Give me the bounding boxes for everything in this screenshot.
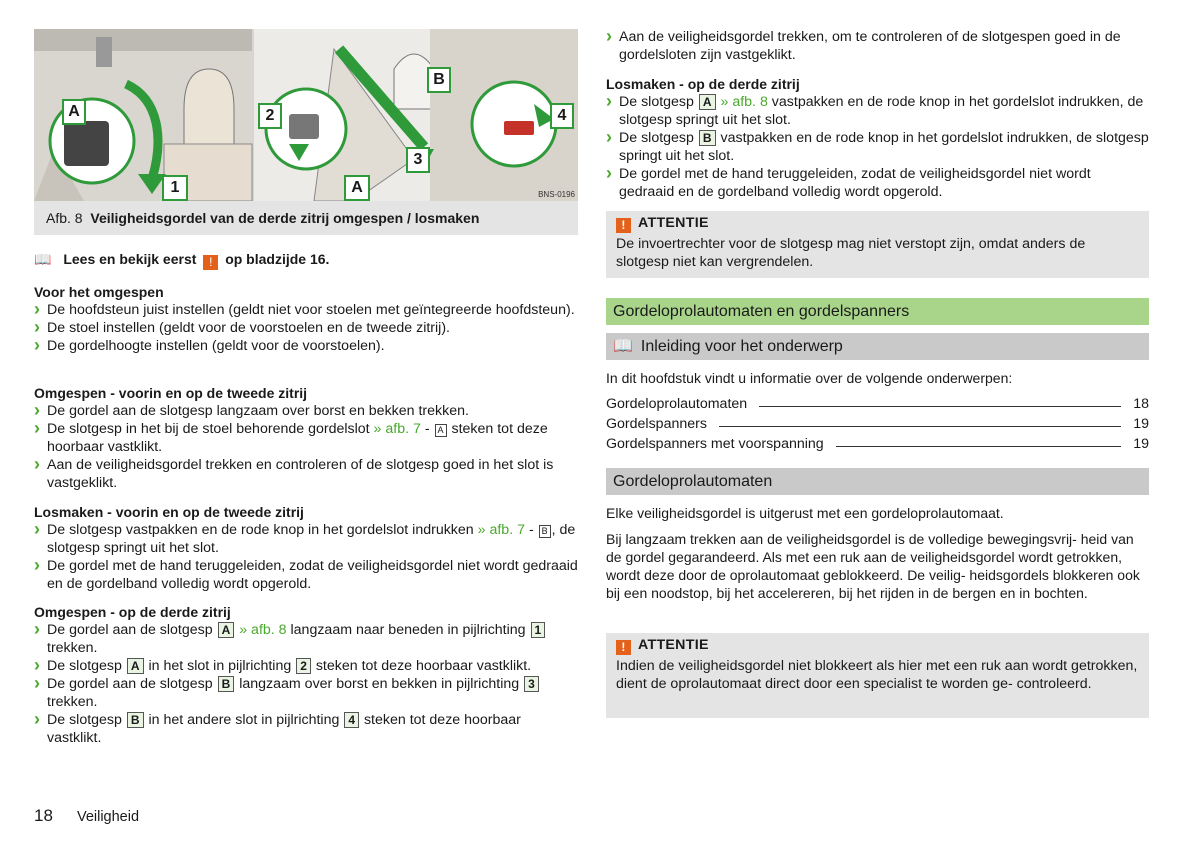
label-box: B bbox=[127, 712, 144, 728]
toc-leader bbox=[759, 406, 1121, 407]
label-box: A bbox=[699, 94, 716, 110]
paragraph: Elke veiligheidsgordel is uitgerust met een gordeloprolautomaat. bbox=[606, 505, 1004, 521]
warning-header bbox=[606, 211, 1149, 233]
item-text: , de slotgesp springt uit het slot. bbox=[47, 522, 576, 556]
list-item: › De gordel aan de slotgesp langzaam over borst en bekken trekken. bbox=[34, 402, 578, 420]
toc-page: 18 bbox=[1133, 396, 1149, 412]
item-text: trekken. bbox=[47, 640, 98, 656]
toc-page: 19 bbox=[1133, 416, 1149, 432]
figure-label-4: 4 bbox=[550, 103, 574, 129]
paragraph: Bij langzaam trekken aan de veiligheidsgordel is de volledige bewegingsvrij- heid van de gordel gegarandeerd. Als met een ruk aan de veiligheidsgordel wordt getrokken, wordt deze door de oprolautomaat geblokkeerd. De veilig- heidsgordels blokkeren ook bij een noodstop, bij het accelereren, bij het rijden in de bergen en in bochten. bbox=[606, 531, 1140, 601]
figure-label-3: 3 bbox=[406, 147, 430, 173]
item-text: steken tot deze hoorbaar vastklikt. bbox=[47, 712, 521, 746]
figure-link[interactable]: » afb. 7 bbox=[477, 522, 525, 538]
item-text: De slotgesp bbox=[619, 130, 694, 146]
label-box: A bbox=[127, 658, 144, 674]
label-box: A bbox=[218, 622, 235, 638]
section-title-green: Gordeloprolautomaten en gordelspanners bbox=[606, 298, 1149, 325]
warning-icon: ! bbox=[616, 218, 631, 233]
item-text: De slotgesp vastpakken en de rode knop in het gordelslot indrukken bbox=[47, 522, 474, 538]
warning-box bbox=[606, 633, 1149, 718]
item-text: De slotgesp bbox=[619, 94, 694, 110]
section-intro-header bbox=[606, 333, 1149, 360]
section-release-front bbox=[34, 503, 578, 593]
label-box: 1 bbox=[531, 622, 546, 638]
list-item bbox=[606, 129, 1149, 165]
caption-prefix: Afb. 8 bbox=[46, 210, 83, 226]
warning-icon: ! bbox=[616, 640, 631, 655]
section-title-grey: Gordeloprolautomaten bbox=[606, 468, 1149, 495]
section-heading: Voor het omgespen bbox=[34, 284, 164, 300]
figure-label-a-2: A bbox=[344, 175, 370, 201]
item-text: steken tot deze hoorbaar vastklikt. bbox=[315, 658, 532, 674]
item-text: trekken. bbox=[47, 694, 98, 710]
book-icon: 📖 bbox=[613, 338, 633, 355]
label-box: B bbox=[539, 525, 551, 538]
list-item: › De gordel met de hand teruggeleiden, zodat de veiligheidsgordel niet wordt gedraaid en de gordelband volledig wordt opgerold. bbox=[34, 557, 578, 593]
caption-text: Veiligheidsgordel van de derde zitrij omgespen / losmaken bbox=[90, 210, 480, 226]
warning-title: ATTENTIE bbox=[638, 637, 709, 653]
warning-text: Indien de veiligheidsgordel niet blokkeert als hier met een ruk aan wordt getrokken, dient de oprolautomaat direct door een specialist te worden ge- controleerd. bbox=[616, 658, 1138, 692]
item-text: De slotgesp bbox=[47, 712, 122, 728]
label-box: 4 bbox=[344, 712, 359, 728]
section-heading: Losmaken - op de derde zitrij bbox=[606, 76, 800, 92]
item-text: De gordel aan de slotgesp bbox=[47, 622, 213, 638]
item-text: De slotgesp bbox=[47, 658, 122, 674]
section-before-fastening bbox=[34, 283, 578, 355]
label-box: 3 bbox=[524, 676, 539, 692]
figure-link[interactable]: » afb. 8 bbox=[720, 94, 768, 110]
item-text: vastpakken en de rode knop in het gordelslot indrukken, de slotgesp springt uit het slot. bbox=[619, 94, 1144, 128]
continued-list bbox=[606, 28, 1149, 64]
toc-leader bbox=[836, 446, 1122, 447]
item-text: steken tot deze hoorbaar vastklikt. bbox=[47, 421, 548, 455]
toc-list bbox=[606, 392, 1149, 452]
section-fasten-third-row bbox=[34, 603, 578, 747]
footer-section: Veiligheid bbox=[76, 809, 140, 825]
label-box: 2 bbox=[296, 658, 311, 674]
toc-label: Gordelspanners bbox=[606, 416, 707, 432]
seatbelt-illustration bbox=[34, 29, 578, 201]
warning-box bbox=[606, 211, 1149, 278]
list-item bbox=[34, 621, 578, 657]
item-text: langzaam naar beneden in pijlrichting bbox=[290, 622, 526, 638]
page-footer bbox=[34, 806, 139, 826]
intro-text: In dit hoofdstuk vindt u informatie over de volgende onderwerpen: bbox=[606, 370, 1013, 386]
warning-header bbox=[606, 633, 1149, 655]
read-first-post: op bladzijde 16. bbox=[225, 251, 330, 267]
section-heading: Omgespen - voorin en op de tweede zitrij bbox=[34, 385, 308, 401]
list-item: › Aan de veiligheidsgordel trekken, om te controleren of de slotgespen goed in de gordelsloten zijn vastgeklikt. bbox=[606, 28, 1149, 64]
label-box: B bbox=[699, 130, 716, 146]
list-item: › Aan de veiligheidsgordel trekken en controleren of de slotgesp goed in het slot is vastgeklikt. bbox=[34, 456, 578, 492]
item-text: De slotgesp in het bij de stoel behorende gordelslot bbox=[47, 421, 370, 437]
item-text: in het andere slot in pijlrichting bbox=[148, 712, 340, 728]
list-item: › De gordel met de hand teruggeleiden, zodat de veiligheidsgordel niet wordt gedraaid en de gordelband volledig wordt opgerold. bbox=[606, 165, 1149, 201]
toc-row[interactable] bbox=[606, 392, 1149, 412]
toc-row[interactable] bbox=[606, 412, 1149, 432]
warning-title: ATTENTIE bbox=[638, 215, 709, 231]
figure-label-b: B bbox=[427, 67, 451, 93]
toc-label: Gordelspanners met voorspanning bbox=[606, 436, 824, 452]
item-text: in het slot in pijlrichting bbox=[148, 658, 292, 674]
book-icon: 📖 bbox=[34, 251, 52, 267]
item-text: langzaam over borst en bekken in pijlrichting bbox=[239, 676, 520, 692]
toc-leader bbox=[719, 426, 1121, 427]
section-heading: Omgespen - op de derde zitrij bbox=[34, 604, 231, 620]
figure-illustration bbox=[34, 29, 578, 201]
item-text: vastpakken en de rode knop in het gordelslot indrukken, de slotgesp springt uit het slot. bbox=[619, 130, 1149, 164]
list-item: › De gordelhoogte instellen (geldt voor de voorstoelen). bbox=[34, 337, 578, 355]
section-heading: Losmaken - voorin en op de tweede zitrij bbox=[34, 504, 304, 520]
section-release-third-row bbox=[606, 75, 1149, 201]
list-item bbox=[34, 657, 578, 675]
section-fasten-front bbox=[34, 384, 578, 492]
warning-icon: ! bbox=[203, 255, 218, 270]
figure-label-a: A bbox=[62, 99, 86, 125]
intro-title: Inleiding voor het onderwerp bbox=[640, 338, 843, 355]
list-item: › De hoofdsteun juist instellen (geldt niet voor stoelen met geïntegreerde hoofdsteun). bbox=[34, 301, 578, 319]
page-number: 18 bbox=[34, 806, 53, 825]
read-first-pre: Lees en bekijk eerst bbox=[63, 251, 197, 267]
toc-label: Gordeloprolautomaten bbox=[606, 396, 748, 412]
figure-code: BNS-0196 bbox=[538, 190, 575, 199]
list-item bbox=[34, 675, 578, 711]
label-box: A bbox=[435, 424, 447, 437]
list-item bbox=[34, 711, 578, 747]
toc-page: 19 bbox=[1133, 436, 1149, 452]
figure-link[interactable]: » afb. 7 bbox=[373, 421, 421, 437]
list-item bbox=[606, 93, 1149, 129]
item-text: De gordel aan de slotgesp bbox=[47, 676, 213, 692]
figure-label-1: 1 bbox=[162, 175, 188, 201]
warning-text: De invoertrechter voor de slotgesp mag niet verstopt zijn, omdat anders de slotgesp niet kan vergrendelen. bbox=[616, 236, 1086, 270]
toc-row[interactable] bbox=[606, 432, 1149, 452]
separator: - bbox=[528, 522, 534, 538]
read-first-note bbox=[34, 250, 578, 270]
figure-label-2: 2 bbox=[258, 103, 282, 129]
separator: - bbox=[424, 421, 430, 437]
list-item bbox=[34, 521, 578, 557]
figure-link[interactable]: » afb. 8 bbox=[239, 622, 287, 638]
figure-caption bbox=[34, 201, 578, 235]
label-box: B bbox=[218, 676, 235, 692]
list-item bbox=[34, 420, 578, 456]
list-item: › De stoel instellen (geldt voor de voorstoelen en de tweede zitrij). bbox=[34, 319, 578, 337]
